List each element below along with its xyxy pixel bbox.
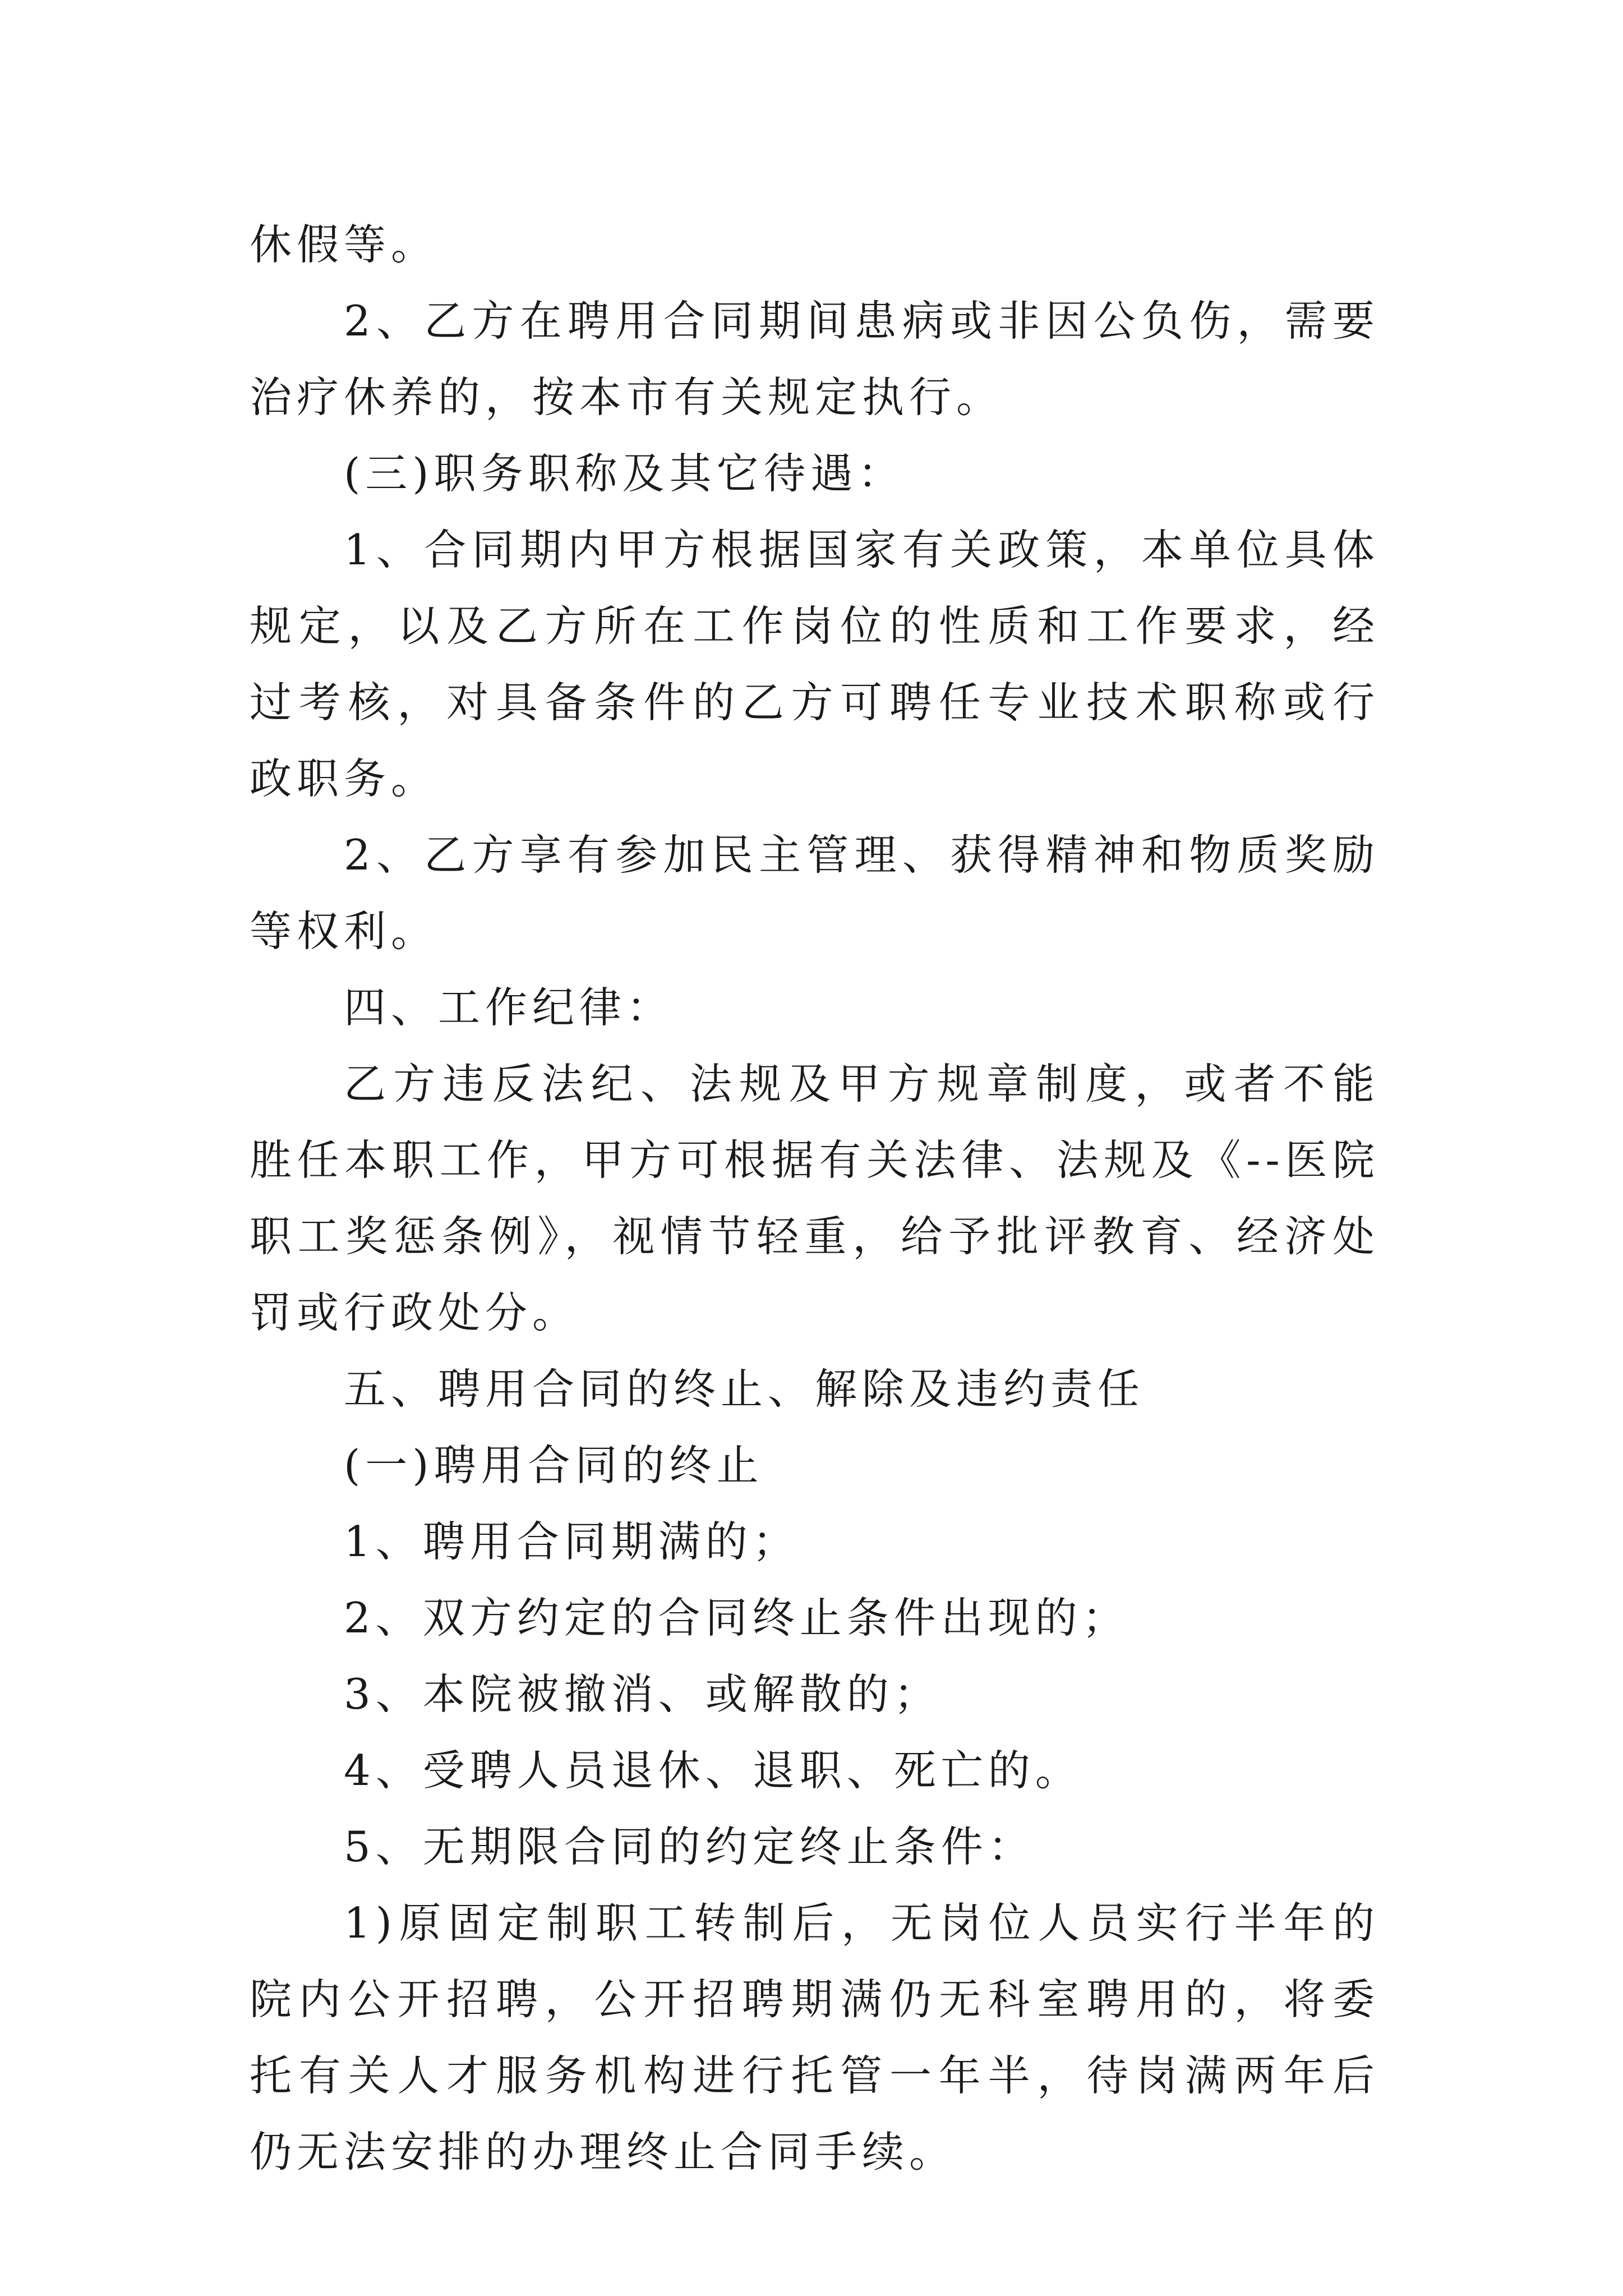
list-item-hospital-dissolved: 3、本院被撤消、或解散的； bbox=[344, 1669, 941, 1719]
paragraph-fixed-staff-conversion: 1)原固定制职工转制后，无岗位人员实行半年的院内公开招聘，公开招聘期满仍无科室聘用的，将委托有关人才服务机构进行托管一年半，待岗满两年后仍无法安排的办理终止合同手续。 bbox=[250, 1898, 1380, 2177]
list-item-indefinite-contract: 5、无期限合同的约定终止条件： bbox=[344, 1822, 1035, 1871]
paragraph-sick-leave: 2、乙方在聘用合同期间患病或非因公负伤，需要治疗休养的，按本市有关规定执行。 bbox=[250, 296, 1380, 422]
list-item-retirement-death: 4、受聘人员退休、退职、死亡的。 bbox=[344, 1746, 1082, 1795]
list-item-agreed-conditions: 2、双方约定的合同终止条件出现的； bbox=[344, 1593, 1129, 1642]
paragraph-vacation-end: 休假等。 bbox=[250, 220, 439, 269]
paragraph-title-appointment: 1、合同期内甲方根据国家有关政策，本单位具体规定，以及乙方所在工作岗位的性质和工作要求，经过考核，对具备条件的乙方可聘任专业技术职称或行政职务。 bbox=[250, 525, 1380, 803]
subsection-heading-contract-end: (一)聘用合同的终止 bbox=[344, 1441, 764, 1490]
document-body bbox=[250, 206, 1380, 2190]
section-heading-termination: 五、聘用合同的终止、解除及违约责任 bbox=[344, 1364, 1145, 1414]
list-item-term-expired: 1、聘用合同期满的； bbox=[344, 1517, 800, 1566]
paragraph-democratic-rights: 2、乙方享有参加民主管理、获得精神和物质奖励等权利。 bbox=[250, 830, 1380, 956]
paragraph-discipline-violations: 乙方违反法纪、法规及甲方规章制度，或者不能胜任本职工作，甲方可根据有关法律、法规及《--医院职工奖惩条例》，视情节轻重，给予批评教育、经济处罚或行政处分。 bbox=[250, 1059, 1380, 1337]
section-heading-titles-benefits: (三)职务职称及其它待遇： bbox=[344, 449, 905, 498]
section-heading-discipline: 四、工作纪律： bbox=[344, 983, 674, 1032]
